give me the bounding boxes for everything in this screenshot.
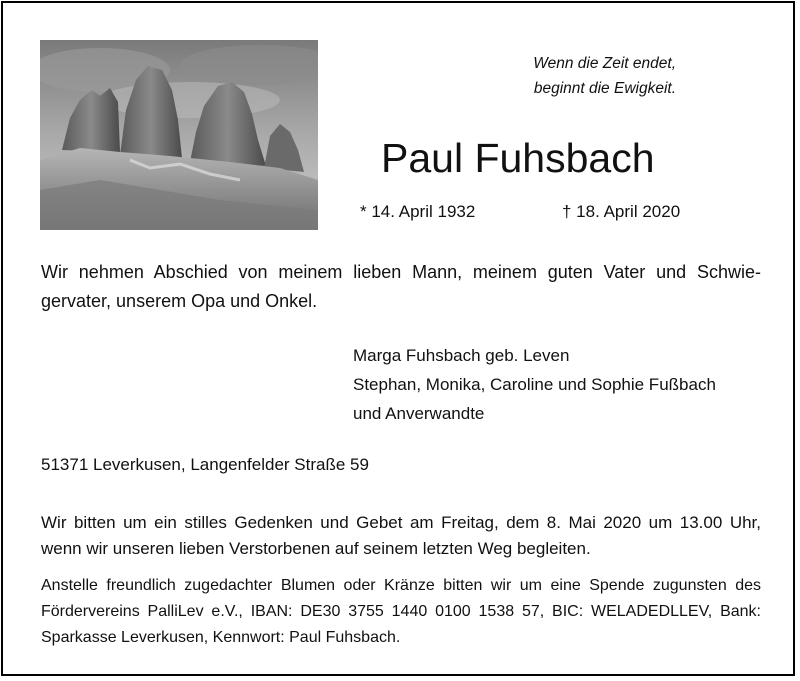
quote-line: beginnt die Ewigkeit.	[533, 80, 676, 97]
death-date: † 18. April 2020	[562, 202, 681, 221]
mourner-line: Marga Fuhsbach geb. Leven	[353, 346, 570, 365]
memorial-quote	[470, 51, 676, 101]
donation-text	[41, 573, 761, 651]
donation-line: Anstelle freundlich zugedachter Blumen oder Kränze bitten wir um eine Spende zugunsten des	[41, 577, 761, 594]
farewell-text	[41, 258, 761, 316]
donation-line: Sparkasse Leverkusen, Kennwort: Paul Fuhsbach.	[41, 629, 401, 646]
farewell-line: gervater, unserem Opa und Onkel.	[41, 291, 318, 311]
farewell-line: Wir nehmen Abschied von meinem lieben Mann, meinem guten Vater und Schwie-	[41, 262, 761, 282]
mountain-photo	[40, 40, 318, 230]
birth-date: * 14. April 1932	[360, 202, 476, 221]
donation-line: Fördervereins PalliLev e.V., IBAN: DE30 3755 1440 0100 1538 57, BIC: WELADEDLLEV, Bank:	[41, 603, 761, 620]
mourner-line: und Anverwandte	[353, 404, 485, 423]
address: 51371 Leverkusen, Langenfelder Straße 59	[41, 455, 369, 474]
quote-line: Wenn die Zeit endet,	[533, 55, 676, 72]
mourners-list	[353, 341, 716, 428]
mourner-line: Stephan, Monika, Caroline und Sophie Fußbach	[353, 375, 716, 394]
deceased-name: Paul Fuhsbach	[381, 135, 655, 181]
service-text	[41, 510, 761, 562]
service-line: wenn wir unseren lieben Verstorbenen auf seinem letzten Weg begleiten.	[41, 539, 591, 558]
service-line: Wir bitten um ein stilles Gedenken und Gebet am Freitag, dem 8. Mai 2020 um 13.00 Uhr,	[41, 513, 761, 532]
